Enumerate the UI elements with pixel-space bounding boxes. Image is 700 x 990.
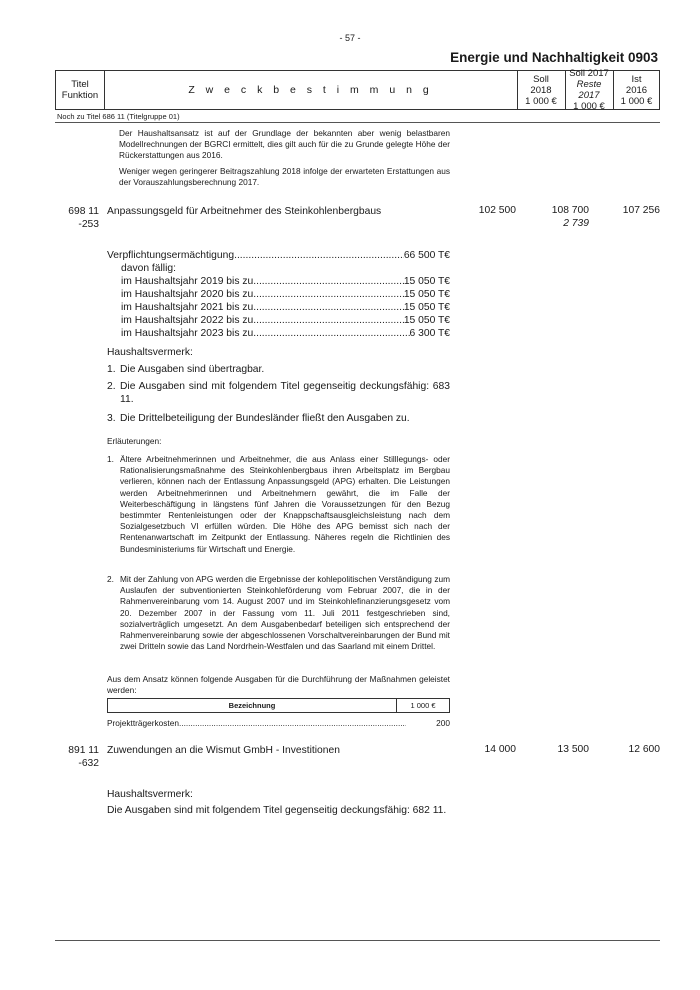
ve-year-row bbox=[121, 276, 450, 287]
title2-ist2016: 12 600 bbox=[628, 744, 660, 755]
ve-davon: davon fällig: bbox=[121, 263, 176, 274]
ve-label: Verpflichtungsermächtigung bbox=[107, 250, 235, 261]
title2-soll2018: 14 000 bbox=[484, 744, 516, 755]
header-soll2017-l3: 1 000 € bbox=[573, 101, 605, 112]
header-titel bbox=[56, 71, 104, 109]
title1-soll2017: 108 700 bbox=[551, 205, 589, 216]
title1-code-l2: -253 bbox=[78, 219, 99, 230]
haushaltsvermerk2-heading: Haushaltsvermerk: bbox=[107, 789, 193, 800]
intro-paragraph-1: Der Haushaltsansatz ist auf der Grundlage der bekannten aber wenig belastbaren Modellrechnungen der BGRCI ermittelt, dies gilt auch für die zu Grunde gelegte Höhe der Rückerstattungen aus 2016. bbox=[119, 128, 450, 161]
ve-year-value: 15 050 T€ bbox=[403, 302, 450, 313]
cost-table-row bbox=[107, 718, 450, 729]
ve-year-label: im Haushaltsjahr 2023 bis zu bbox=[121, 328, 254, 339]
header-soll2018-l1: Soll bbox=[533, 73, 549, 85]
hv1-item-text: Die Drittelbeteiligung der Bundesländer fließt den Ausgaben zu. bbox=[120, 413, 410, 424]
ve-year-row bbox=[121, 315, 450, 326]
header-ist2016-l2: 2016 bbox=[625, 84, 648, 96]
title2-code bbox=[55, 744, 99, 770]
haushaltsvermerk1-heading: Haushaltsvermerk: bbox=[107, 347, 193, 358]
cost-table-unit: 1 000 € bbox=[397, 699, 450, 713]
header-funktion-label: Funktion bbox=[61, 90, 99, 101]
ve-year-value: 15 050 T€ bbox=[403, 289, 450, 300]
title2-text: Zuwendungen an die Wismut GmbH - Investitionen bbox=[107, 745, 340, 756]
header-soll2018 bbox=[517, 71, 565, 109]
title2-code-l1: 891 11 bbox=[68, 745, 99, 756]
ve-value: 66 500 T€ bbox=[403, 250, 450, 261]
header-soll2017-l1: Soll 2017 bbox=[569, 68, 609, 79]
ve-year-value: 6 300 T€ bbox=[409, 328, 450, 339]
erlaeuterungen-closing: Aus dem Ansatz können folgende Ausgaben für die Durchführung der Maßnahmen geleistet werden: bbox=[107, 674, 450, 696]
header-ist2016 bbox=[613, 71, 660, 109]
erl-item-text: Mit der Zahlung von APG werden die Ergebnisse der kohlepolitischen Verständigung zum Auslaufen der subventionierten Steinkohleförderung vom Februar 2007, die in der Rahmenvereinbarung vom 14. August 2007 und im Steinkohlefinanzierungsgesetz vom 20. Dezember 2007 in der Fassung vom 11. Juli 2011 festgeschrieben sind, sozialverträglich umgesetzt. An dem Ausgabenbedarf beteiligen sich entsprechend der Rahmenvereinbarung sowie der abgeschlossenen Vorschaltvereinbarungen der Bund mit zwei Dritteln sowie das Land Nordrhein-Westfalen und das Saarland mit einem Drittel. bbox=[120, 574, 450, 652]
ve-year-label: im Haushaltsjahr 2020 bis zu bbox=[121, 289, 254, 300]
header-soll2018-l2: 2018 bbox=[530, 84, 552, 96]
erlaeuterung-item bbox=[107, 574, 450, 652]
erl-item-text: Ältere Arbeitnehmerinnen und Arbeitnehmer, die aus Anlass einer Stilllegungs- oder Rationalisierungsmaßnahme des Steinkohlenbergbaus ihren Arbeitsplatz im Bergbau verlieren, können nach der Entlassung Anpassungsgeld (APG) erhalten. Die Leistungen werden Arbeitnehmerinnen und Arbeitnehmern gewährt, die im Falle der Weiterbeschäftigung in längstens fünf Jahren die Voraussetzungen für den Bezug bestimmter Rentenleistungen oder der Knappschaftsausgleichsleistung nach dem Sozialgesetzbuch VI erfüllen würden. Die Höhe des APG bemisst sich nach der Rentenanwartschaft im Zeitpunkt der Entlassung. Näheres regeln die Richtlinien des Bundesministeriums für Wirtschaft und Energie. bbox=[120, 454, 450, 554]
haushaltsvermerk1-item bbox=[107, 412, 450, 425]
erlaeuterungen-heading: Erläuterungen: bbox=[107, 436, 162, 446]
title1-ist2016: 107 256 bbox=[622, 205, 660, 216]
hv1-item-text: Die Ausgaben sind übertragbar. bbox=[120, 364, 265, 375]
cost-table-bezeichnung: Bezeichnung bbox=[108, 699, 397, 713]
ve-row bbox=[107, 250, 450, 261]
title1-reste2017: 2 739 bbox=[563, 218, 589, 229]
continuation-note: Noch zu Titel 686 11 (Titelgruppe 01) bbox=[57, 112, 180, 121]
hv1-item-number: 1. bbox=[107, 364, 116, 375]
ve-year-value: 15 050 T€ bbox=[403, 276, 450, 287]
title1-soll2018: 102 500 bbox=[478, 205, 516, 216]
header-ist2016-l1: Ist bbox=[631, 73, 642, 85]
column-header bbox=[55, 70, 660, 110]
erlaeuterung-item bbox=[107, 454, 450, 555]
cost-table-header bbox=[107, 698, 450, 713]
divider-bottom bbox=[55, 940, 660, 941]
header-zweck-label: Z w e c k b e s t i m m u n g bbox=[188, 83, 433, 96]
haushaltsvermerk1-item bbox=[107, 363, 450, 376]
title2-code-l2: -632 bbox=[78, 758, 99, 769]
erl-item-number: 2. bbox=[107, 574, 114, 584]
header-soll2018-l3: 1 000 € bbox=[525, 95, 557, 107]
ve-year-label: im Haushaltsjahr 2019 bis zu bbox=[121, 276, 254, 287]
title1-code-l1: 698 11 bbox=[68, 206, 99, 217]
hv1-item-text: Die Ausgaben sind mit folgendem Titel gegenseitig deckungsfähig: 683 11. bbox=[120, 381, 450, 405]
hv1-item-number: 3. bbox=[107, 413, 116, 424]
cost-row-label: Projektträgerkosten bbox=[107, 718, 179, 728]
title2-soll2017: 13 500 bbox=[557, 744, 589, 755]
header-reste2017-l2: Reste 2017 bbox=[576, 79, 602, 101]
erl-item-number: 1. bbox=[107, 454, 114, 464]
ve-year-row bbox=[121, 302, 450, 313]
page-number: - 57 - bbox=[339, 33, 361, 43]
title1-code bbox=[55, 205, 99, 231]
section-title: Energie und Nachhaltigkeit 0903 bbox=[450, 50, 658, 65]
ve-year-row bbox=[121, 328, 450, 339]
hv1-item-number: 2. bbox=[107, 381, 116, 392]
divider-top bbox=[55, 122, 660, 123]
header-soll2017 bbox=[565, 68, 613, 112]
ve-year-row bbox=[121, 289, 450, 300]
ve-year-value: 15 050 T€ bbox=[403, 315, 450, 326]
haushaltsvermerk2-text: Die Ausgaben sind mit folgendem Titel gegenseitig deckungsfähig: 682 11. bbox=[107, 805, 447, 816]
cost-row-value: 200 bbox=[436, 718, 450, 728]
title1-text: Anpassungsgeld für Arbeitnehmer des Steinkohlenbergbaus bbox=[107, 206, 382, 217]
header-ist2016-l3: 1 000 € bbox=[620, 95, 653, 107]
header-titel-label: Titel bbox=[71, 79, 89, 90]
ve-year-label: im Haushaltsjahr 2021 bis zu bbox=[121, 302, 254, 313]
haushaltsvermerk1-item bbox=[107, 380, 450, 406]
header-zweck bbox=[104, 71, 517, 109]
ve-year-label: im Haushaltsjahr 2022 bis zu bbox=[121, 315, 254, 326]
intro-paragraph-2: Weniger wegen geringerer Beitragszahlung 2018 infolge der erwarteten Erstattungen aus der Vorauszahlungsberechnung 2017. bbox=[119, 166, 450, 188]
